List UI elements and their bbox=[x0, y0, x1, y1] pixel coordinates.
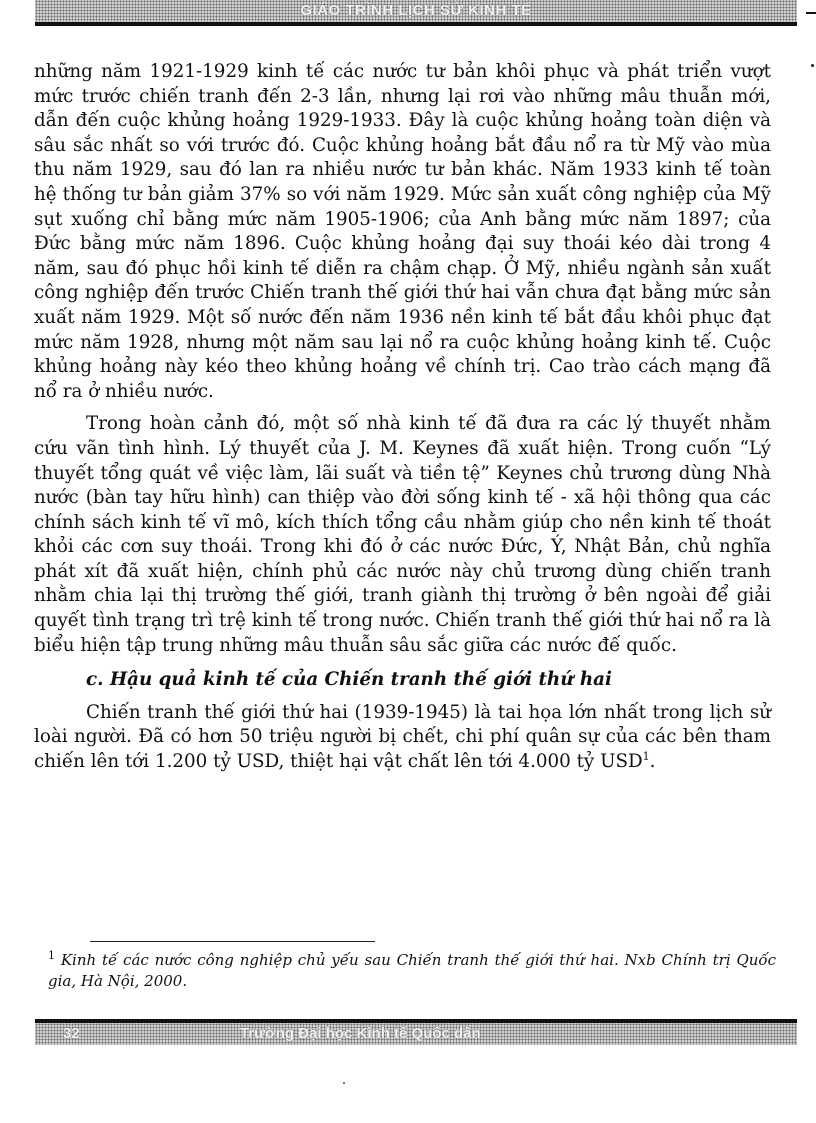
page-number: 32 bbox=[63, 1025, 80, 1042]
edge-mark bbox=[806, 12, 816, 14]
footnote-marker: 1 bbox=[48, 949, 55, 962]
page-header bbox=[35, 0, 797, 26]
section-heading: c. Hậu quả kinh tế của Chiến tranh thế giới thứ hai bbox=[86, 669, 612, 691]
edge-dot bbox=[811, 64, 814, 67]
footnote-text: Kinh tế các nước công nghiệp chủ yếu sau Chiến tranh thế giới thứ hai. Nxb Chính trị Quốc gia, Hà Nội, 2000. bbox=[48, 951, 776, 990]
publisher-name: Trường Đại học Kinh tế Quốc dân bbox=[240, 1025, 481, 1042]
page-footer bbox=[35, 1019, 797, 1045]
page-body bbox=[34, 60, 771, 775]
footnote-reference: 1 bbox=[642, 749, 650, 763]
scan-speck bbox=[343, 1082, 345, 1084]
running-title: GIÁO TRÌNH LỊCH SỬ KINH TẾ bbox=[300, 2, 532, 19]
paragraph-3: Chiến tranh thế giới thứ hai (1939-1945) là tai họa lớn nhất trong lịch sử loài người. Đã có hơn 50 triệu người bị chết, chi phí quân sự của các bên tham chiến lên tới 1.200 tỷ USD, thiệt hại vật chất lên tới 4.000 tỷ USD$^1$. bbox=[34, 701, 771, 773]
paragraph-1: những năm 1921-1929 kinh tế các nước tư bản khôi phục và phát triển vượt mức trước chiến tranh đến 2-3 lần, nhưng lại rơi vào những mâu thuẫn mới, dẫn đến cuộc khủng hoảng 1929-1933. Đây là cuộc khủng hoảng toàn diện và sâu sắc nhất so với trước đó. Cuộc khủng hoảng bắt đầu nổ ra từ Mỹ vào mùa thu năm 1929, sau đó lan ra nhiều nước tư bản khác. Năm 1933 kinh tế toàn hệ thống tư bản giảm 37% so với năm 1929. Mức sản xuất công nghiệp của Mỹ sụt xuống chỉ bằng mức năm 1905-1906; của Anh bằng mức năm 1897; của Đức bằng mức năm 1896. Cuộc khủng hoảng đại suy thoái kéo dài trong 4 năm, sau đó phục hồi kinh tế diễn ra chậm chạp. Ở Mỹ, nhiều ngành sản xuất công nghiệp đến trước Chiến tranh thế giới thứ hai vẫn chưa đạt bằng mức sản xuất năm 1929. Một số nước đến năm 1936 nền kinh tế bắt đầu khôi phục đạt mức năm 1928, nhưng một năm sau lại nổ ra cuộc khủng hoảng kinh tế. Cuộc khủng hoảng này kéo theo khủng hoảng về chính trị. Cao trào cách mạng đã nổ ra ở nhiều nước. bbox=[34, 61, 771, 402]
footnote bbox=[48, 950, 776, 992]
paragraph-3-text: Chiến tranh thế giới thứ hai (1939-1945) là tai họa lớn nhất trong lịch sử loài người. Đã có hơn 50 triệu người bị chết, chi phí quân sự của các bên tham chiến lên tới 1.200 tỷ USD, thiệt hại vật chất lên tới 4.000 tỷ USD bbox=[34, 701, 771, 773]
paragraph-2: Trong hoàn cảnh đó, một số nhà kinh tế đã đưa ra các lý thuyết nhằm cứu vãn tình hình. Lý thuyết của J. M. Keynes đã xuất hiện. Trong cuốn “Lý thuyết tổng quát về việc làm, lãi suất và tiền tệ” Keynes chủ trương dùng Nhà nước (bàn tay hữu hình) can thiệp vào đời sống kinh tế - xã hội thông qua các chính sách kinh tế vĩ mô, kích thích tổng cầu nhằm giúp cho nền kinh tế thoát khỏi các cơn suy thoái. Trong khi đó ở các nước Đức, Ý, Nhật Bản, chủ nghĩa phát xít đã xuất hiện, chính phủ các nước này chủ trương dùng chiến tranh nhằm chia lại thị trường thế giới, tranh giành thị trường ở bên ngoài để giải quyết tình trạng trì trệ kinh tế trong nước. Chiến tranh thế giới thứ hai nổ ra là biểu hiện tập trung những mâu thuẫn sâu sắc giữa các nước đế quốc. bbox=[34, 413, 771, 656]
footnote-divider bbox=[90, 941, 375, 942]
